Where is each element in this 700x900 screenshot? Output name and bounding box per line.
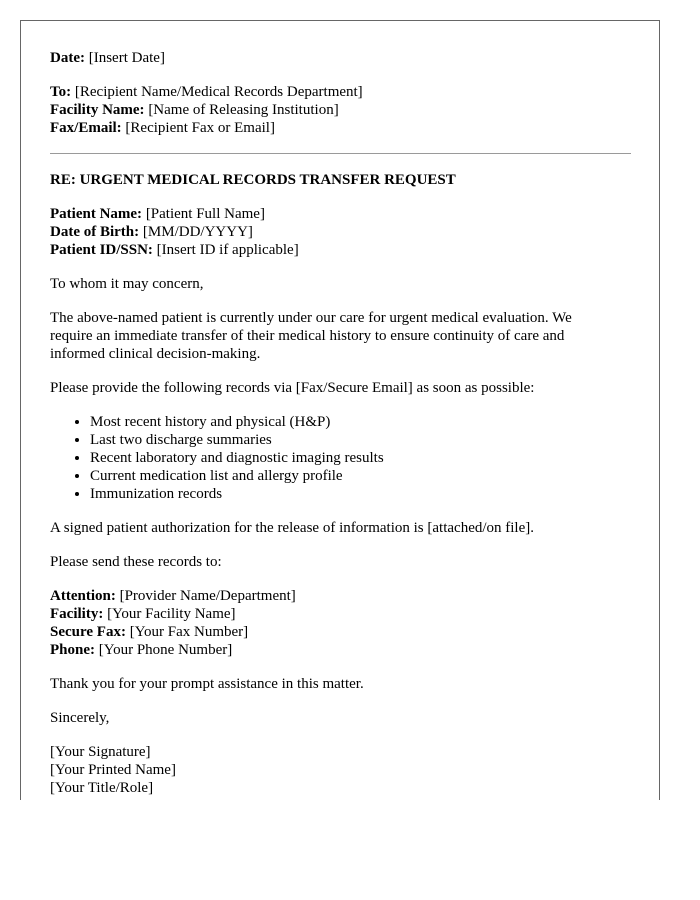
records-list [50, 413, 631, 503]
subject-block [50, 171, 631, 189]
send-facility-value: [Your Facility Name] [103, 606, 236, 622]
patient-id-line [50, 241, 631, 259]
to-line [50, 83, 631, 101]
thanks-block [50, 675, 631, 693]
dob-line [50, 223, 631, 241]
salutation: To whom it may concern, [50, 276, 204, 292]
letter-page [20, 20, 660, 800]
dob-label: Date of Birth: [50, 224, 140, 240]
paragraph-1-line-2: require an immediate transfer of their medical history to ensure continuity of care and [50, 328, 565, 344]
paragraph-3 [50, 519, 631, 537]
phone-value: [Your Phone Number] [95, 642, 233, 658]
recipient-block [50, 83, 631, 137]
patient-name-label: Patient Name: [50, 206, 143, 222]
divider-wrap [50, 153, 631, 154]
paragraph-1-line-1: The above-named patient is currently under our care for urgent medical evaluation. We [50, 310, 572, 326]
list-item: • Last two discharge summaries [90, 431, 631, 449]
sincerely-block [50, 709, 631, 727]
phone-label: Phone: [50, 642, 95, 658]
title-role-placeholder: [Your Title/Role] [50, 780, 154, 796]
fax-email-line [50, 119, 631, 137]
secure-fax-line [50, 623, 631, 641]
patient-block [50, 205, 631, 259]
facility-name-label: Facility Name: [50, 102, 145, 118]
attention-line [50, 587, 631, 605]
header-divider [50, 153, 631, 154]
send-facility-line [50, 605, 631, 623]
date-value: [Insert Date] [84, 50, 165, 66]
list-item: • Most recent history and physical (H&P) [90, 413, 631, 431]
send-to-intro: Please send these records to: [50, 554, 222, 570]
attention-label: Attention: [50, 588, 116, 604]
secure-fax-value: [Your Fax Number] [125, 624, 249, 640]
to-value: [Recipient Name/Medical Records Department] [71, 84, 363, 100]
send-to-block [50, 587, 631, 659]
paragraph-4 [50, 553, 631, 571]
facility-name-line [50, 101, 631, 119]
fax-email-label: Fax/Email: [50, 120, 122, 136]
paragraph-2 [50, 379, 631, 397]
attention-value: [Provider Name/Department] [115, 588, 296, 604]
signature-block [50, 743, 631, 797]
printed-name-placeholder: [Your Printed Name] [50, 762, 176, 778]
send-facility-label: Facility: [50, 606, 104, 622]
records-list-block [50, 413, 631, 503]
records-request-text: Please provide the following records via [Fax/Secure Email] as soon as possible: [50, 380, 535, 396]
facility-name-value: [Name of Releasing Institution] [144, 102, 339, 118]
list-item: • Immunization records [90, 485, 631, 503]
salutation-block [50, 275, 631, 293]
list-item: • Current medication list and allergy profile [90, 467, 631, 485]
subject-line: RE: URGENT MEDICAL RECORDS TRANSFER REQUEST [50, 172, 456, 188]
phone-line [50, 641, 631, 659]
header-block [50, 49, 631, 67]
patient-name-line [50, 205, 631, 223]
to-label: To: [50, 84, 72, 100]
paragraph-1 [50, 309, 631, 363]
paragraph-1-line-3: informed clinical decision-making. [50, 346, 261, 362]
patient-id-value: [Insert ID if applicable] [152, 242, 299, 258]
patient-id-label: Patient ID/SSN: [50, 242, 153, 258]
date-line [50, 49, 631, 67]
list-item: • Recent laboratory and diagnostic imaging results [90, 449, 631, 467]
thanks-text: Thank you for your prompt assistance in this matter. [50, 676, 364, 692]
sincerely-text: Sincerely, [50, 710, 110, 726]
patient-name-value: [Patient Full Name] [142, 206, 265, 222]
fax-email-value: [Recipient Fax or Email] [121, 120, 275, 136]
secure-fax-label: Secure Fax: [50, 624, 126, 640]
dob-value: [MM/DD/YYYY] [139, 224, 253, 240]
signature-placeholder: [Your Signature] [50, 744, 151, 760]
authorization-text: A signed patient authorization for the release of information is [attached/on file]. [50, 520, 534, 536]
date-label: Date: [50, 50, 85, 66]
